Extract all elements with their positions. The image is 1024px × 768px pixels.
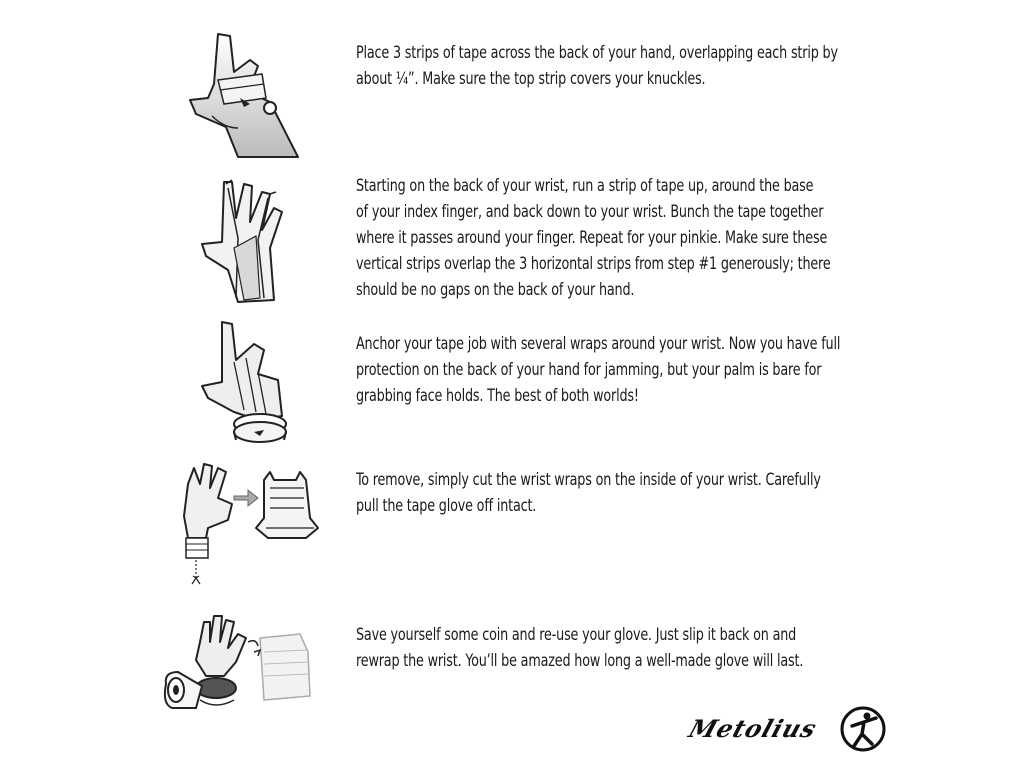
text-line: vertical strips overlap the 3 horizontal strips from step #1 generously; there: [356, 254, 831, 273]
step-2-text: [356, 173, 872, 303]
text-line: Starting on the back of your wrist, run a strip of tape up, around the base: [356, 176, 814, 195]
step-4-text: [356, 467, 872, 519]
hand-remove-glove-icon: [178, 458, 328, 598]
text-line: about ¼”. Make sure the top strip covers your knuckles.: [356, 69, 706, 88]
text-line: Anchor your tape job with several wraps around your wrist. Now you have full: [356, 334, 841, 353]
text-line: Save yourself some coin and re-use your glove. Just slip it back on and: [356, 625, 797, 644]
text-line: rewrap the wrist. You’ll be amazed how long a well-made glove will last.: [356, 651, 804, 670]
text-line: grabbing face holds. The best of both worlds!: [356, 386, 639, 405]
text-line: To remove, simply cut the wrist wraps on the inside of your wrist. Carefully: [356, 470, 821, 489]
logo-wordmark: Metolius: [685, 714, 821, 743]
hand-taping-back-icon: [178, 32, 328, 162]
hand-reuse-glove-icon: [160, 612, 310, 722]
text-line: Place 3 strips of tape across the back of your hand, overlapping each strip by: [356, 43, 838, 62]
text-line: protection on the back of your hand for jamming, but your palm is bare for: [356, 360, 822, 379]
climber-circle-icon: [840, 706, 886, 756]
text-line: of your index finger, and back down to your wrist. Bunch the tape together: [356, 202, 824, 221]
step-3-text: [356, 331, 872, 409]
step-1-text: [356, 40, 872, 92]
text-line: where it passes around your finger. Repeat for your pinkie. Make sure these: [356, 228, 828, 247]
text-line: pull the tape glove off intact.: [356, 496, 537, 515]
hand-vertical-strips-icon: [178, 178, 328, 308]
step-5-text: [356, 622, 872, 674]
text-line: should be no gaps on the back of your hand.: [356, 280, 635, 299]
hand-wrist-wrap-icon: [178, 320, 328, 450]
